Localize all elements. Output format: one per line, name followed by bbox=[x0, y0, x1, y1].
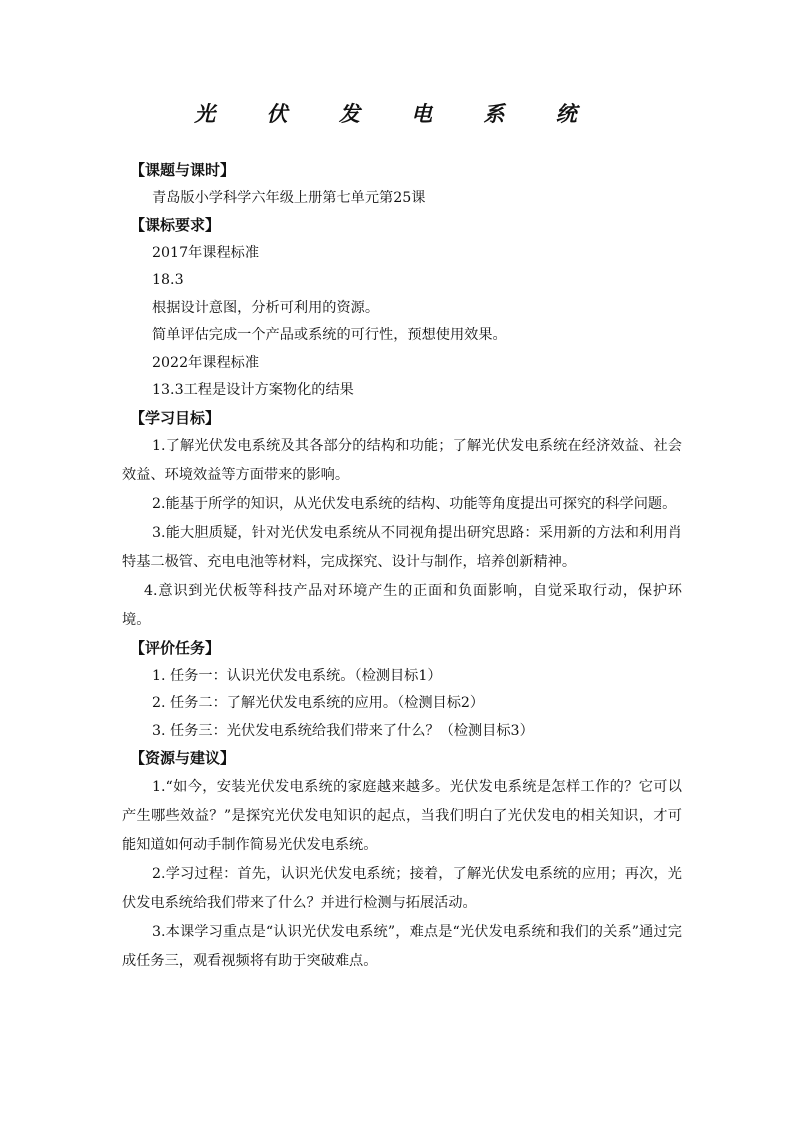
document-body bbox=[122, 157, 682, 976]
goal-item: 1.了解光伏发电系统及其各部分的结构和功能；了解光伏发电系统在经济效益、社会效益、环境效益等方面带来的影响。 bbox=[122, 438, 682, 483]
page-title: 光 伏 发 电 系 统 bbox=[194, 101, 599, 126]
standards-line: 2022年课程标准 bbox=[152, 354, 260, 371]
resource-item: 3.本课学习重点是“认识光伏发电系统”，难点是“光伏发电系统和我们的关系”通过完成任务三，观看视频将有助于突破难点。 bbox=[122, 923, 682, 969]
standards-line: 2017年课程标准 bbox=[152, 244, 260, 261]
standards-heading: 【课标要求】 bbox=[130, 216, 221, 234]
goals-heading: 【学习目标】 bbox=[130, 408, 221, 427]
standards-line: 简单评估完成一个产品或系统的可行性，预想使用效果。 bbox=[152, 327, 507, 343]
task-item: 3. 任务三：光伏发电系统给我们带来了什么？（检测目标3） bbox=[152, 722, 534, 739]
resources-heading: 【资源与建议】 bbox=[130, 749, 236, 767]
standards-line: 18.3 bbox=[152, 272, 184, 288]
lesson-text: 青岛版小学科学六年级上册第七单元第25课 bbox=[152, 189, 426, 206]
goal-item: 2.能基于所学的知识，从光伏发电系统的结构、功能等角度提出可探究的科学问题。 bbox=[152, 496, 677, 512]
goal-item: 3.能大胆质疑，针对光伏发电系统从不同视角提出研究思路：采用新的方法和利用肖特基二极管、充电电池等材料，完成探究、设计与制作，培养创新精神。 bbox=[122, 525, 682, 570]
tasks-heading: 【评价任务】 bbox=[130, 639, 221, 657]
resource-item: 1.“如今，安装光伏发电系统的家庭越来越多。光伏发电系统是怎样工作的？它可以产生哪些效益？”是探究光伏发电知识的起点，当我们明白了光伏发电的相关知识，才可能知道如何动手制作简易光伏发电系统。 bbox=[122, 778, 682, 853]
standards-line: 根据设计意图，分析可利用的资源。 bbox=[152, 299, 380, 316]
goal-item: 4.意识到光伏板等科技产品对环境产生的正面和负面影响，自觉采取行动，保护环境。 bbox=[122, 583, 682, 628]
task-item: 2. 任务二：了解光伏发电系统的应用。（检测目标2） bbox=[152, 695, 485, 711]
lesson-heading: 【课题与课时】 bbox=[130, 161, 236, 179]
task-item: 1. 任务一：认识光伏发电系统。（检测目标1） bbox=[152, 667, 442, 684]
standards-line: 13.3工程是设计方案物化的结果 bbox=[152, 382, 354, 398]
resource-item: 2.学习过程：首先，认识光伏发电系统；接着，了解光伏发电系统的应用；再次，光伏发电系统给我们带来了什么？并进行检测与拓展活动。 bbox=[122, 865, 682, 911]
